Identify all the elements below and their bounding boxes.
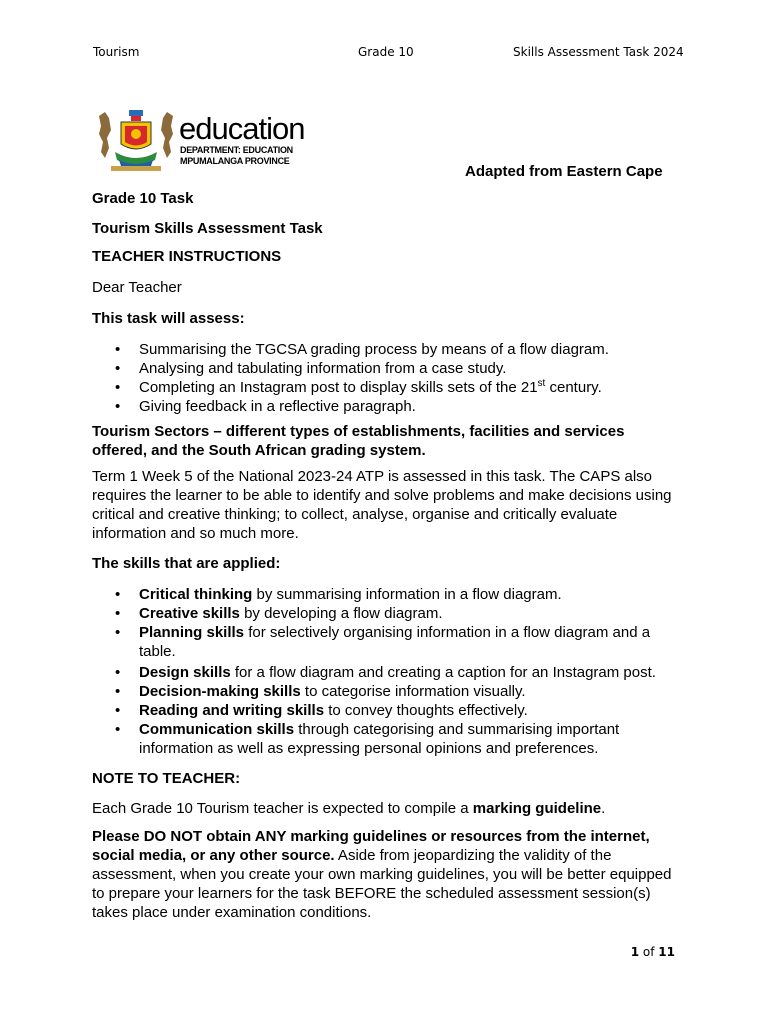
skills-list [92, 585, 682, 758]
list-item: • Design skills for a flow diagram and creating a caption for an Instagram post. [115, 664, 656, 681]
greeting: Dear Teacher [92, 279, 182, 296]
list-item: • Critical thinking by summarising information in a flow diagram. [115, 586, 562, 603]
logo-department: DEPARTMENT: EDUCATION [180, 145, 293, 155]
logo-province: MPUMALANGA PROVINCE [180, 156, 290, 166]
sectors-heading: Tourism Sectors – different types of establishments, facilities and services offered, and the South African grading system. [92, 423, 625, 459]
list-item: • Reading and writing skills to convey thoughts effectively. [115, 702, 528, 719]
logo-wordmark: education [179, 111, 305, 146]
adapted-from: Adapted from Eastern Cape [465, 163, 663, 180]
assess-list [92, 340, 682, 416]
note-paragraph: Each Grade 10 Tourism teacher is expected to compile a marking guideline. [92, 800, 606, 817]
list-item: • Creative skills by developing a flow diagram. [115, 605, 443, 622]
header-subject: Tourism [93, 45, 140, 59]
page-number: 1 of 11 [630, 945, 675, 959]
education-logo [93, 108, 305, 174]
header-grade: Grade 10 [358, 45, 414, 59]
term-paragraph: Term 1 Week 5 of the National 2023-24 ATP is assessed in this task. The CAPS also requires the learner to be able to identify and solve problems and make decisions using critical and creative thinking; to collect, analyse, organise and critically evaluate information and so much more. [92, 468, 672, 542]
header-task-title: Skills Assessment Task 2024 [513, 45, 684, 59]
grade-task-heading: Grade 10 Task [92, 190, 194, 207]
list-item: • Giving feedback in a reflective paragraph. [115, 398, 416, 415]
task-title: Tourism Skills Assessment Task [92, 220, 323, 237]
list-item: • Analysing and tabulating information from a case study. [115, 360, 507, 377]
list-item: • Decision-making skills to categorise information visually. [115, 683, 526, 700]
list-item: • Completing an Instagram post to display skills sets of the 21st century. [115, 378, 602, 396]
coat-of-arms-icon [93, 108, 179, 174]
list-item: • Summarising the TGCSA grading process by means of a flow diagram. [115, 341, 609, 358]
list-item: • Communication skills through categorising and summarising important information as well as expressing personal opinions and preferences. [115, 721, 620, 757]
warning-paragraph: Please DO NOT obtain ANY marking guidelines or resources from the internet, social media, or any other source. Aside from jeopardizing the validity of the assessment, when you create your own marking guidelines, you will be better equipped to prepare your learners for the task BEFORE the scheduled assessment session(s) takes place under examination conditions. [92, 828, 672, 921]
note-heading: NOTE TO TEACHER: [92, 770, 241, 787]
assess-heading: This task will assess: [92, 310, 245, 327]
list-item: • Planning skills for selectively organising information in a flow diagram and a table. [115, 624, 651, 660]
skills-heading: The skills that are applied: [92, 555, 281, 572]
teacher-instructions-heading: TEACHER INSTRUCTIONS [92, 248, 282, 265]
